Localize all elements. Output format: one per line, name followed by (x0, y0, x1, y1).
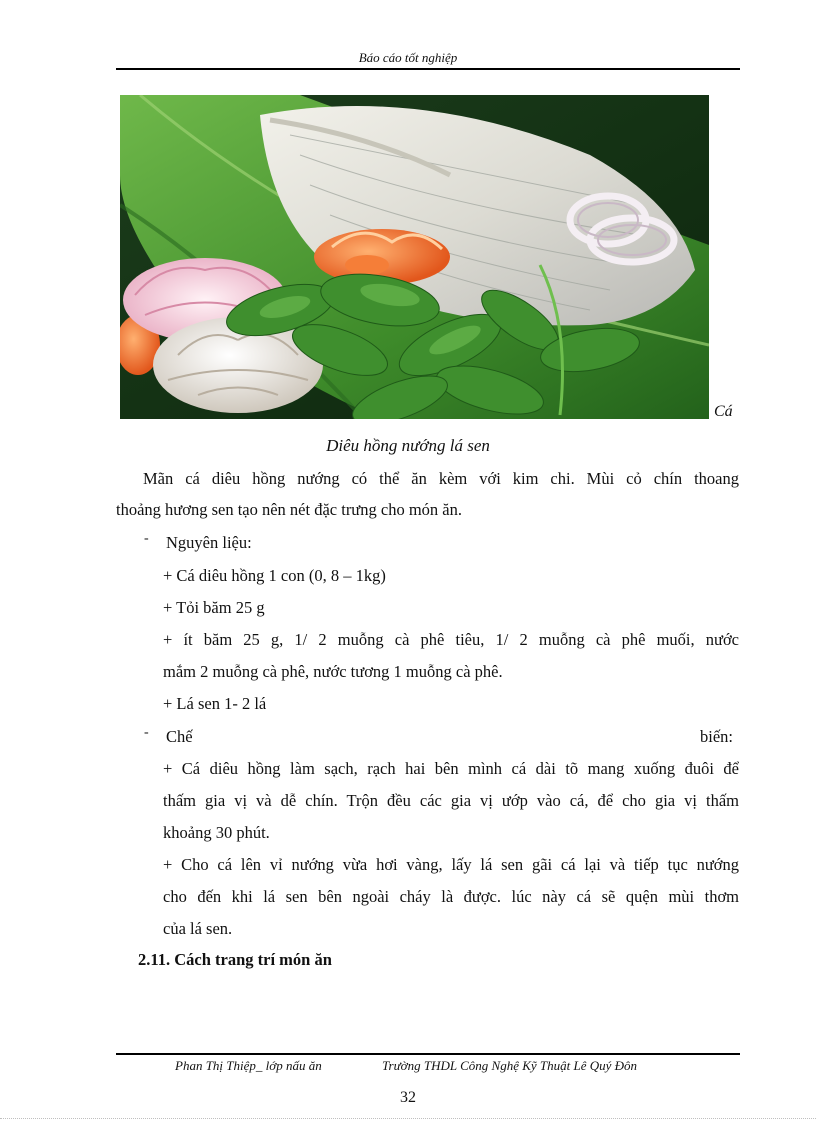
ingredient-item: + Cá diêu hồng 1 con (0, 8 – 1kg) (163, 566, 386, 585)
process-step-continued: khoảng 30 phút. (163, 823, 270, 842)
footer-author: Phan Thị Thiệp_ lớp nấu ăn (175, 1058, 322, 1073)
process-step: + Cho cá lên vỉ nướng vừa hơi vàng, lấy lá sen gãi cá lại và tiếp tục nướng (163, 855, 739, 874)
footer-rule (116, 1053, 740, 1055)
process-step-continued: cho đến khi lá sen bên ngoài cháy là được. lúc này cá sẽ quện mùi thơm (163, 887, 739, 906)
header-rule (116, 68, 740, 70)
process-step: + Cá diêu hồng làm sạch, rạch hai bên mình cá dài tõ mang xuống đuôi để (163, 759, 739, 778)
bullet-process: - (144, 725, 149, 740)
running-header: Báo cáo tốt nghiệp (358, 50, 458, 65)
ingredients-label: Nguyên liệu: (166, 533, 252, 552)
ingredient-item: + Lá sen 1- 2 lá (163, 694, 267, 713)
intro-line-1: Mãn cá diêu hồng nướng có thể ăn kèm với kim chi. Mùi cỏ chín thoang (143, 469, 739, 488)
page-edge-divider (0, 1118, 816, 1119)
process-label: Chế (166, 727, 193, 746)
process-step-continued: thấm gia vị và dễ chín. Trộn đều các gia vị ướp vào cá, để cho gia vị thấm (163, 791, 739, 810)
figure-caption: Diêu hồng nướng lá sen (326, 436, 490, 455)
figure-caption-tail: Cá (714, 403, 733, 420)
intro-line-2: thoảng hương sen tạo nên nét đặc trưng cho món ăn. (116, 500, 462, 519)
bullet-ingredients: - (144, 531, 149, 546)
ingredient-item-continued: mắm 2 muỗng cà phê, nước tương 1 muỗng cà phê. (163, 662, 503, 681)
dish-photo (120, 95, 709, 419)
ingredient-item: + ít băm 25 g, 1/ 2 muỗng cà phê tiêu, 1/ 2 muỗng cà phê muối, nước (163, 630, 739, 649)
footer-school: Trường THDL Công Nghệ Kỹ Thuật Lê Quý Đôn (382, 1058, 638, 1073)
ingredient-item: + Tỏi băm 25 g (163, 598, 265, 617)
page-number: 32 (400, 1089, 416, 1106)
section-heading: 2.11. Cách trang trí món ăn (138, 950, 332, 969)
process-step-continued: của lá sen. (163, 919, 233, 938)
process-label-end: biến: (700, 727, 733, 746)
dish-photo-illustration (120, 95, 709, 419)
